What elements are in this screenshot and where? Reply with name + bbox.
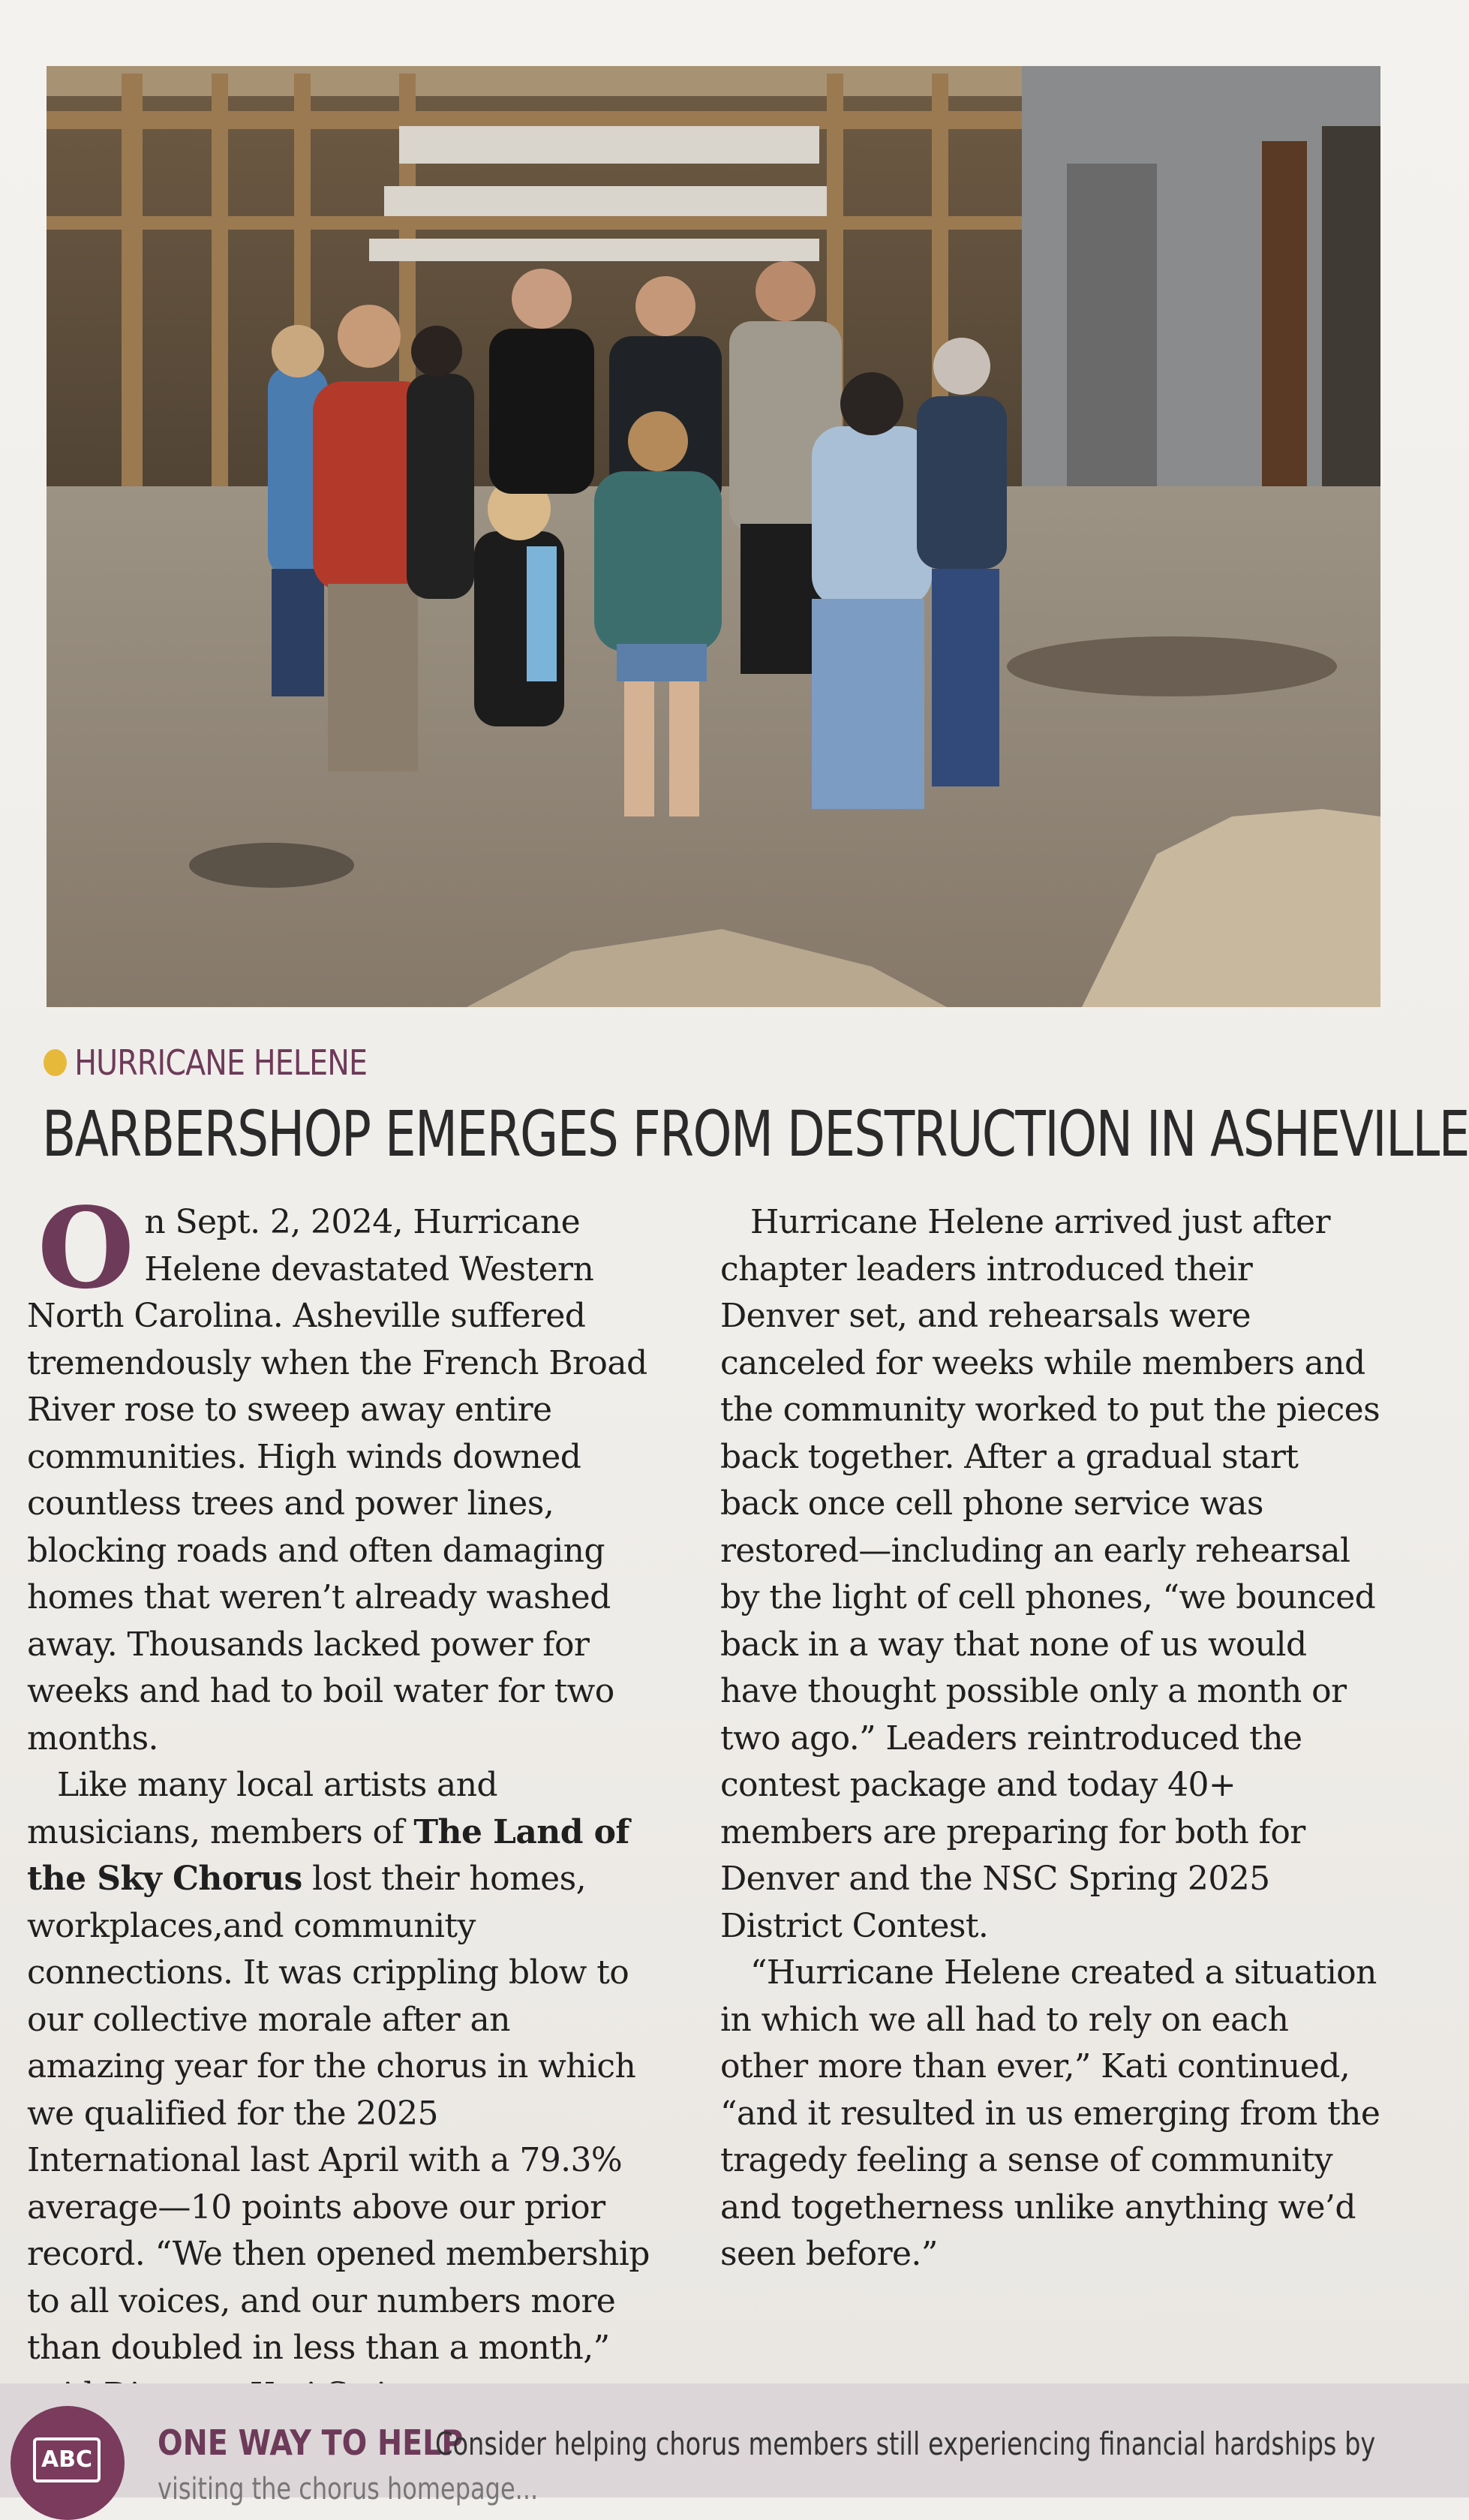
section-label: HURRICANE HELENE <box>74 1042 368 1083</box>
right-paragraph-1: Hurricane Helene arrived just after chapter leaders introduced their Denver set, and rehearsals were canceled for weeks while members and the community worked to put the pieces back together. After a gradual start back once cell phone service was restored—including an early rehearsal by the light of cell phones, “we bounced back in a way that none of us would have thought possible only a month or two ago.” Leaders reintroduced the contest package and today 40+ members are preparing for both for Denver and the NSC Spring 2025 District Contest. <box>720 1203 1380 1945</box>
abc-icon: ABC <box>33 2437 101 2482</box>
help-box <box>0 2383 1469 2506</box>
left-paragraph-1 <box>27 1183 657 1762</box>
help-title: ONE WAY TO HELP <box>158 2422 464 2463</box>
article-column-left <box>27 1183 657 2419</box>
help-text: Consider helping chorus members still experiencing financial hardships by <box>435 2425 1376 2462</box>
left-paragraph-2-text-b: lost their homes, workplaces,and community connections. It was crippling blow to our collective morale after an amazing year for the chorus in which we qualified for the 2025 International last April with a 79.3% average—10 points above our prior record. “We then opened membership to all voices, and our numbers more than doubled in less than a month,” <box>27 1860 650 2367</box>
left-paragraph-2 <box>27 1762 657 2419</box>
article-column-right <box>720 1199 1380 2278</box>
section-kicker <box>44 1042 367 1084</box>
drop-cap: O <box>38 1183 134 1313</box>
article-headline: BARBERSHOP EMERGES FROM DESTRUCTION IN ASHEVILLE <box>42 1097 1469 1171</box>
left-paragraph-2-text-a: Like many local artists and musicians, members of <box>27 1766 497 1851</box>
right-paragraph-2: “Hurricane Helene created a situation in which we all had to rely on each other more than ever,” Kati continued, “and it resulted in us emerging from the tragedy feeling a sense of community and togetherness unlike anything we’d seen before.” <box>720 1953 1380 2273</box>
section-dot-icon <box>44 1049 67 1076</box>
left-paragraph-1-text: n Sept. 2, 2024, Hurricane Helene devastated Western North Carolina. Asheville suffered tremendously when the French Broad River rose to sweep away entire communities. High winds downed countless trees and power lines, blocking roads and often damaging homes that weren’t already washed away. Thousands lacked power for weeks and had to boil water for two months. <box>27 1203 647 1758</box>
photo-illustration <box>47 66 1380 1007</box>
group-photo-destroyed-building <box>47 66 1380 1007</box>
chorus-name: The Land of the Sky Chorus <box>27 1812 629 1898</box>
help-text-line2: visiting the chorus homepage... <box>158 2472 539 2506</box>
